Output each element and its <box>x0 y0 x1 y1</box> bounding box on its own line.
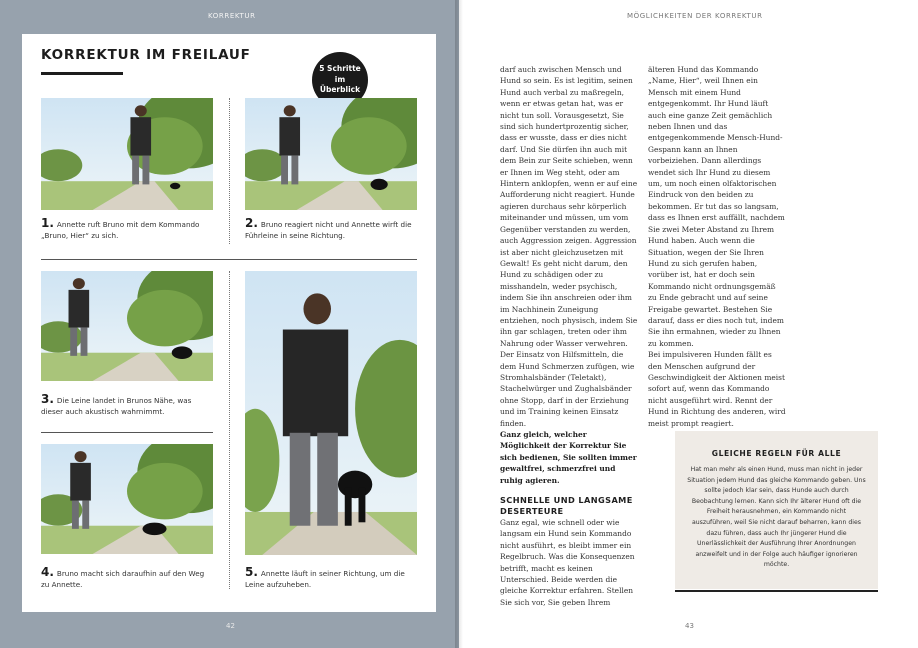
photo-step-5-image <box>245 271 417 555</box>
step-2-number: 2. <box>245 216 258 230</box>
photo-step-2-image <box>245 98 417 210</box>
photo-step-3 <box>41 271 213 381</box>
body-paragraph-3: älteren Hund das Kommando „Name, Hier“, weil Ihnen ein Mensch mit einem Hund entgegenkommt. Ihr Hund läuft auch eine ganze Zeit gemächlich neben Ihnen und das entgegenkommende Mensch-Hund-Gespann kann an Ihnen vorbeiziehen. Dann allerdings wendet sich Ihr Hund zu diesem um, um noch einen olfaktorischen Eindruck von den beiden zu bekommen. Er tut das so langsam, dass es Ihnen erst auffällt, nachdem Sie zwei Meter Abstand zu Ihrem Hund haben. Auch wenn die Situation, wegen der Sie Ihren Hund zu sich gerufen haben, vorüber ist, hat er doch sein Kommando nicht ordnungsgemäß zu Ende gebracht und auf seine Freigabe gewartet. Bestehen Sie darauf, dass er dies noch tut, indem Sie ihn ermahnen, wieder zu Ihnen zu kommen. <box>648 65 785 348</box>
info-box-rule <box>675 590 878 592</box>
row-divider-1 <box>41 259 417 260</box>
dog-figure <box>338 471 372 499</box>
page-number-left: 42 <box>226 622 235 630</box>
info-box <box>675 431 878 589</box>
step-5 <box>245 567 417 590</box>
step-3-number: 3. <box>41 392 54 406</box>
dog-figure <box>170 183 180 189</box>
person-figure <box>283 330 348 437</box>
dog-figure <box>172 346 193 359</box>
person-head <box>135 105 147 116</box>
person-head <box>75 451 87 462</box>
step-4 <box>41 567 213 590</box>
photo-step-5 <box>245 271 417 555</box>
text-column-1 <box>500 64 638 608</box>
photo-step-3-image <box>41 271 213 381</box>
step-4-text: Bruno macht sich daraufhin auf den Weg zu Annette. <box>41 569 205 589</box>
info-box-body: Hat man mehr als einen Hund, muss man nicht in jeder Situation jedem Hund das gleiche Kommando geben. Uns sollte jedoch klar sein, dass Hunde auch durch Beobachtung lernen. Kann sich Ihr älterer Hund oft die Freiheit herausnehmen, ein Kommando nicht auszuführen, weil Sie nicht darauf beharren, kann dies dazu führen, dass auch Ihr jüngerer Hund die Unerlässlichkeit der Ausführung Ihrer Anordnungen anzweifelt und in der Folge auch häufiger ignorieren möchte. <box>687 466 866 569</box>
body-paragraph-1: darf auch zwischen Mensch und Hund so sein. Es ist legitim, seinen Hund auch verbal zu maßregeln, wenn er etwas getan hat, was er nicht tun soll. Vorausgesetzt, Sie sind sich hundertprozentig sicher, dass er wusste, dass er dies nicht darf. Und Sie dürfen ihn auch mit dem Bein zur Seite schieben, wenn er Ihnen im Weg steht, oder am Hintern anklopfen, wenn er auf eine Aufforderung nicht reagiert. Hunde agieren durchaus sehr körperlich miteinander und müssen, um vom Gegenüber verstanden zu werden, auch Aggression zeigen. Aggression ist aber nicht gleichzusetzen mit Gewalt! Es geht nicht darum, den Hund zu schädigen oder zu misshandeln, weder psychisch, indem Sie ihn anschreien oder ihm im Nachhinein Zuneigung entziehen, noch physisch, indem Sie ihn gar schlagen, treten oder ihm Nahrung oder Wasser verwehren. Der Einsatz von Hilfsmitteln, die dem Hund Schmerzen zufügen, wie Stromhalsbänder (Teletakt), Stachelwürger und Zughalsbänder ohne Stopp, darf in der Erziehung und im Training keinen Einsatz finden. <box>500 65 638 428</box>
person-head <box>73 278 85 289</box>
badge-line-1: 5 Schritte <box>319 64 361 74</box>
step-1 <box>41 218 213 241</box>
body-paragraph-2: Ganz egal, wie schnell oder wie langsam ein Hund sein Kommando nicht ausführt, es bleibt immer ein Regelbruch. Was die Konsequenzen betrifft, macht es keinen Unterschied. Beide werden die gleiche Korrektur erfahren. Stellen Sie sich vor, Sie geben Ihrem <box>500 518 635 607</box>
instruction-card <box>22 34 436 612</box>
title-underline <box>41 72 123 75</box>
emphasis-paragraph: Ganz gleich, welcher Möglichkeit der Korrektur Sie sich bedienen, Sie sollten immer gewaltfrei, schmerzfrei und ruhig agieren. <box>500 430 637 485</box>
book-gutter <box>455 0 463 648</box>
running-head-left: KORREKTUR <box>208 12 256 20</box>
photo-step-1-image <box>41 98 213 210</box>
column-divider-2 <box>229 271 230 589</box>
person-figure <box>279 117 300 155</box>
body-paragraph-4: Bei impulsiveren Hunden fällt es den Menschen aufgrund der Geschwindigkeit der Aktionen meist sofort auf, wenn das Kommando nicht ausgeführt wird. Rennt der Hund in Richtung des anderen, wird meist prompt reagiert. <box>648 350 786 428</box>
section-subheading: SCHNELLE UND LANGSAME DESERTEURE <box>500 495 633 517</box>
row-divider-2 <box>41 432 213 433</box>
badge-line-3: Überblick <box>319 85 361 95</box>
person-figure <box>130 117 151 155</box>
person-figure <box>70 463 91 501</box>
person-head <box>284 105 296 116</box>
person-head <box>303 293 331 324</box>
dog-figure <box>142 523 166 536</box>
photo-step-2 <box>245 98 417 210</box>
right-page <box>459 0 918 648</box>
photo-step-1 <box>41 98 213 210</box>
step-5-text: Annette läuft in seiner Richtung, um die Leine aufzuheben. <box>245 569 405 589</box>
step-3 <box>41 394 213 417</box>
step-5-number: 5. <box>245 565 258 579</box>
card-title: KORREKTUR IM FREILAUF <box>41 47 251 63</box>
page-number-right: 43 <box>685 622 694 630</box>
column-divider-1 <box>229 98 230 244</box>
step-2 <box>245 218 417 241</box>
step-2-text: Bruno reagiert nicht und Annette wirft die Führleine in seine Richtung. <box>245 220 412 240</box>
step-3-text: Die Leine landet in Brunos Nähe, was dieser auch akustisch wahrnimmt. <box>41 396 192 416</box>
running-head-right: MÖGLICHKEITEN DER KORREKTUR <box>627 12 763 20</box>
step-1-number: 1. <box>41 216 54 230</box>
spacer <box>500 486 638 495</box>
photo-step-4 <box>41 444 213 554</box>
dog-figure <box>371 179 388 190</box>
photo-step-4-image <box>41 444 213 554</box>
step-1-text: Annette ruft Bruno mit dem Kommando „Bruno, Hier“ zu sich. <box>41 220 200 240</box>
step-4-number: 4. <box>41 565 54 579</box>
info-box-title: GLEICHE REGELN FÜR ALLE <box>711 449 842 458</box>
person-figure <box>69 290 90 328</box>
text-column-2 <box>648 64 786 429</box>
badge-line-2: im <box>334 74 346 84</box>
